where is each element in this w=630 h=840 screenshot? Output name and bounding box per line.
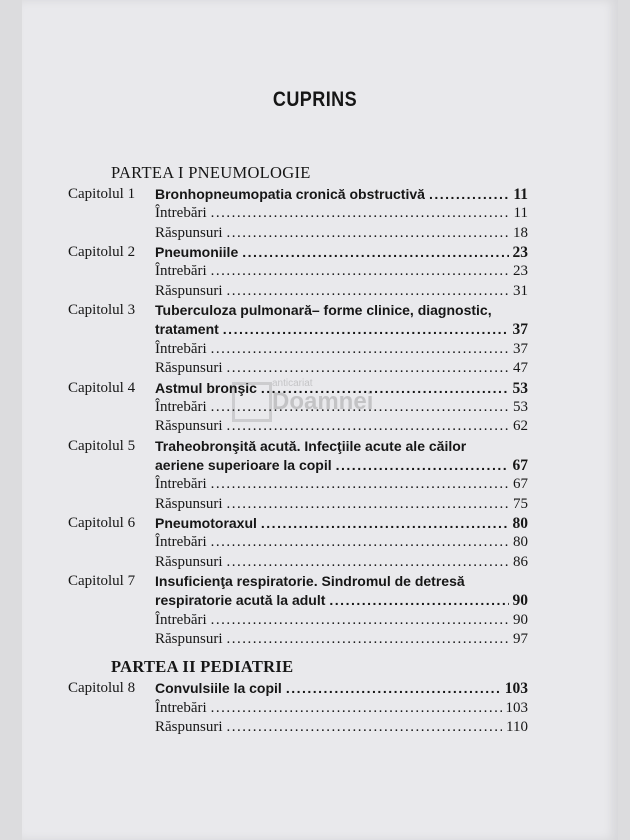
toc-entry bbox=[155, 496, 528, 513]
entry-title: Răspunsuri bbox=[155, 360, 223, 377]
dot-leader bbox=[211, 476, 509, 493]
page-number: 75 bbox=[513, 495, 528, 512]
entry-title: Întrebări bbox=[155, 611, 207, 628]
dot-leader bbox=[286, 680, 501, 696]
dot-leader bbox=[211, 263, 509, 280]
entry-title: Bronhopneumopatia cronică obstructivă bbox=[155, 186, 425, 202]
dot-leader bbox=[211, 205, 510, 222]
page-number: 67 bbox=[513, 476, 528, 493]
page-title: CUPRINS bbox=[272, 88, 358, 111]
page-number: 47 bbox=[513, 360, 528, 377]
toc-entry bbox=[155, 321, 528, 339]
entry-title: Întrebări bbox=[155, 534, 207, 551]
page-number: 86 bbox=[513, 553, 528, 570]
chapter-label: Capitolul 3 bbox=[68, 302, 136, 319]
dot-leader bbox=[227, 496, 510, 513]
page-number: 37 bbox=[513, 340, 528, 357]
entry-title: Răspunsuri bbox=[155, 631, 223, 648]
entry-title: Răspunsuri bbox=[155, 418, 223, 435]
toc-entry bbox=[155, 302, 528, 318]
chapter-label: Capitolul 4 bbox=[68, 379, 136, 396]
page-number: 103 bbox=[505, 699, 528, 716]
toc-entry bbox=[155, 680, 528, 698]
entry-title: aeriene superioare la copil bbox=[155, 456, 332, 473]
toc-entry bbox=[155, 476, 528, 493]
entry-title: tratament bbox=[155, 321, 219, 338]
entry-title: Răspunsuri bbox=[155, 282, 223, 299]
page-number: 80 bbox=[513, 534, 528, 551]
page-number: 103 bbox=[504, 680, 528, 697]
entry-title: Astmul bronşic bbox=[155, 379, 257, 396]
toc-entry bbox=[155, 534, 528, 551]
dot-leader bbox=[227, 554, 510, 571]
entry-title: Răspunsuri bbox=[155, 719, 223, 735]
entry-title: Traheobronşită acută. Infecţiile acute ale căilor bbox=[155, 437, 467, 454]
dot-leader bbox=[429, 186, 509, 202]
page-number: 62 bbox=[513, 418, 528, 435]
chapter-label: Capitolul 7 bbox=[68, 573, 136, 589]
chapter-label: Capitolul 1 bbox=[68, 186, 136, 202]
dot-leader bbox=[223, 321, 509, 337]
toc-entry bbox=[155, 592, 528, 610]
toc-entry bbox=[155, 205, 528, 222]
toc-row bbox=[0, 719, 528, 741]
toc-entry bbox=[155, 515, 528, 533]
page-number: 90 bbox=[512, 592, 528, 610]
page-number: 37 bbox=[512, 321, 528, 339]
page-number: 11 bbox=[513, 205, 528, 222]
toc-entry bbox=[155, 700, 528, 717]
page-number: 110 bbox=[506, 719, 528, 735]
part-heading-1: PARTEA I PNEUMOLOGIE bbox=[111, 163, 311, 182]
watermark-big-text: Doamnei bbox=[272, 388, 374, 415]
toc-entry bbox=[155, 360, 528, 377]
entry-title: Pneumoniile bbox=[155, 244, 239, 261]
dot-leader bbox=[227, 225, 510, 242]
dot-leader bbox=[329, 592, 508, 608]
page-number: 90 bbox=[513, 611, 528, 628]
dot-leader bbox=[211, 612, 509, 629]
page-number: 53 bbox=[513, 398, 528, 415]
part-heading-2: PARTEA II PEDIATRIE bbox=[111, 657, 294, 676]
dot-leader bbox=[211, 341, 509, 358]
page-number: 31 bbox=[513, 282, 528, 299]
entry-title: Întrebări bbox=[155, 699, 207, 716]
page-number: 18 bbox=[513, 224, 528, 241]
entry-title: Întrebări bbox=[155, 205, 207, 222]
toc-entry bbox=[155, 186, 528, 204]
entry-title: Convulsiile la copil bbox=[155, 680, 282, 696]
watermark-small-text: anticariat bbox=[272, 378, 313, 389]
entry-title: Pneumotoraxul bbox=[155, 514, 257, 531]
toc-entry bbox=[155, 283, 528, 300]
toc-entry bbox=[155, 457, 528, 475]
entry-title: respiratorie acută la adult bbox=[155, 592, 326, 609]
toc-entry bbox=[155, 244, 528, 262]
toc-entry bbox=[155, 554, 528, 571]
toc-entry bbox=[155, 225, 528, 242]
dot-leader bbox=[227, 360, 510, 377]
entry-title: Insuficienţa respiratorie. Sindromul de detresă bbox=[155, 573, 465, 589]
dot-leader bbox=[211, 700, 502, 717]
dot-leader bbox=[261, 515, 509, 531]
dot-leader bbox=[242, 244, 508, 260]
toc-entry bbox=[155, 418, 528, 435]
entry-title: Întrebări bbox=[155, 340, 207, 357]
dot-leader bbox=[211, 534, 509, 551]
toc-entry bbox=[155, 573, 528, 589]
dot-leader bbox=[227, 631, 510, 648]
entry-title: Întrebări bbox=[155, 398, 207, 415]
toc-entry bbox=[155, 438, 528, 454]
page-number: 53 bbox=[512, 379, 528, 397]
page-number: 80 bbox=[512, 514, 528, 532]
chapter-label: Capitolul 5 bbox=[68, 437, 136, 454]
dot-leader bbox=[227, 283, 510, 300]
toc-row bbox=[0, 631, 528, 653]
toc-entry bbox=[155, 719, 528, 736]
toc-entry bbox=[155, 341, 528, 358]
chapter-label: Capitolul 8 bbox=[68, 680, 136, 696]
page-number: 97 bbox=[513, 631, 528, 648]
entry-title: Întrebări bbox=[155, 476, 207, 493]
dot-leader bbox=[227, 719, 503, 736]
watermark-box-icon bbox=[232, 382, 272, 422]
entry-title: Răspunsuri bbox=[155, 553, 223, 570]
page-number: 11 bbox=[513, 186, 528, 203]
chapter-label: Capitolul 2 bbox=[68, 244, 136, 261]
entry-title: Tuberculoza pulmonară– forme clinice, diagnostic, bbox=[155, 302, 492, 319]
page-number: 23 bbox=[512, 244, 528, 262]
dot-leader bbox=[336, 457, 509, 473]
entry-title: Răspunsuri bbox=[155, 224, 223, 241]
page-number: 67 bbox=[512, 456, 528, 474]
toc-entry bbox=[155, 631, 528, 648]
toc-entry bbox=[155, 612, 528, 629]
page-number: 23 bbox=[513, 263, 528, 280]
chapter-label: Capitolul 6 bbox=[68, 514, 136, 531]
entry-title: Răspunsuri bbox=[155, 495, 223, 512]
toc-entry bbox=[155, 263, 528, 280]
entry-title: Întrebări bbox=[155, 263, 207, 280]
watermark-logo bbox=[232, 378, 402, 418]
